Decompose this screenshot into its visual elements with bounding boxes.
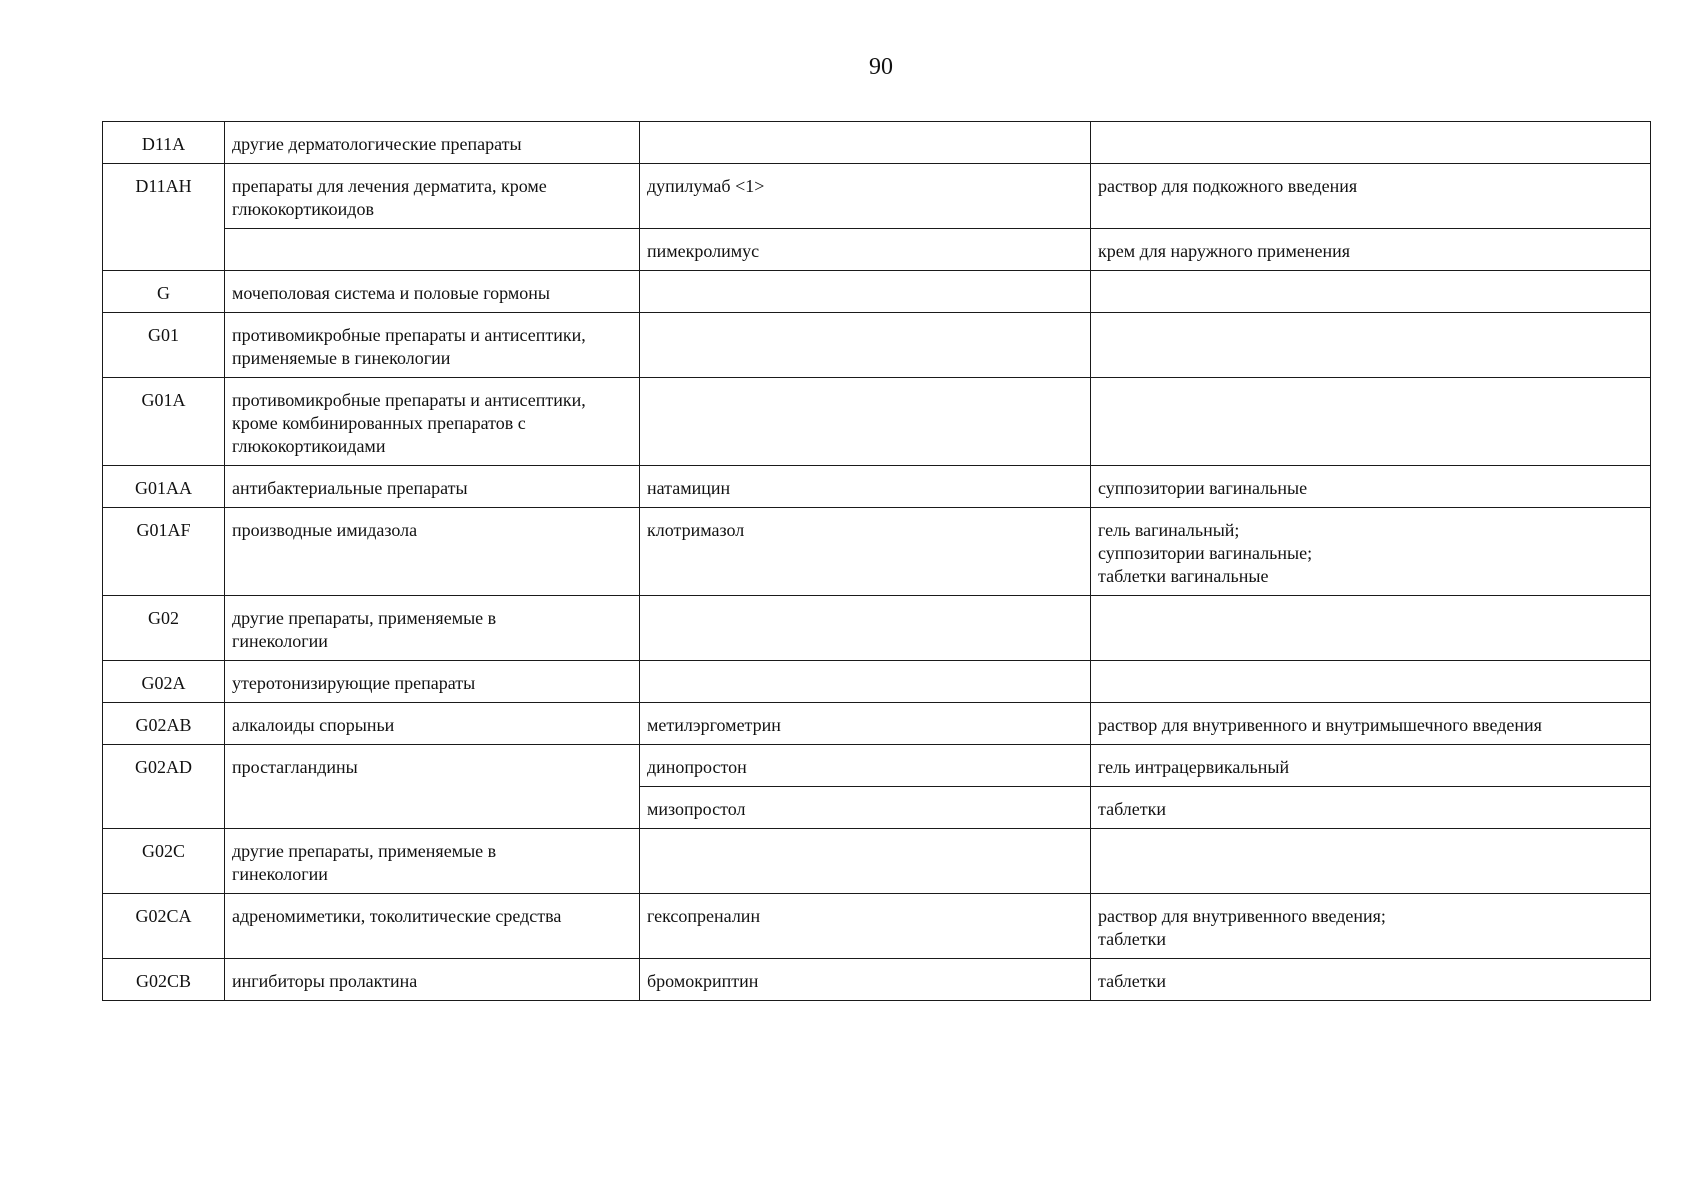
drug-name-cell (640, 596, 1091, 661)
table-row (103, 661, 1651, 703)
table-row (103, 229, 1651, 271)
atc-group-cell: простагландины (225, 745, 640, 829)
drug-name-cell: динопростон (640, 745, 1091, 787)
atc-code-cell: G02CA (103, 894, 225, 959)
atc-code-cell: G01 (103, 313, 225, 378)
drug-name-cell: бромокриптин (640, 959, 1091, 1001)
dosage-form-cell: раствор для внутривенного и внутримышечного введения (1091, 703, 1651, 745)
drug-name-cell (640, 378, 1091, 466)
dosage-form-cell: раствор для подкожного введения (1091, 164, 1651, 229)
drug-name-cell: гексопреналин (640, 894, 1091, 959)
drug-name-cell (640, 661, 1091, 703)
drug-name-cell (640, 829, 1091, 894)
atc-code-cell: G01A (103, 378, 225, 466)
atc-code-cell: G02CB (103, 959, 225, 1001)
dosage-form-cell: гель вагинальный; суппозитории вагинальные; таблетки вагинальные (1091, 508, 1651, 596)
atc-group-cell: утеротонизирующие препараты (225, 661, 640, 703)
drug-name-cell: пимекролимус (640, 229, 1091, 271)
atc-group-cell: антибактериальные препараты (225, 466, 640, 508)
table-row (103, 466, 1651, 508)
drug-name-cell (640, 313, 1091, 378)
dosage-form-cell: крем для наружного применения (1091, 229, 1651, 271)
table-row (103, 164, 1651, 229)
atc-code-cell: G02AB (103, 703, 225, 745)
table-row (103, 596, 1651, 661)
atc-group-cell: противомикробные препараты и антисептики, кроме комбинированных препаратов с глюкокортикоидами (225, 378, 640, 466)
page-number: 90 (869, 54, 893, 80)
table-row (103, 745, 1651, 787)
atc-group-cell: адреномиметики, токолитические средства (225, 894, 640, 959)
dosage-form-cell (1091, 829, 1651, 894)
atc-code-cell: D11A (103, 122, 225, 164)
drug-name-cell (640, 271, 1091, 313)
atc-group-cell: другие препараты, применяемые в гинекологии (225, 596, 640, 661)
table-row (103, 508, 1651, 596)
dosage-form-cell (1091, 122, 1651, 164)
table-row (103, 313, 1651, 378)
atc-code-cell: G02C (103, 829, 225, 894)
table-row (103, 271, 1651, 313)
table-row (103, 959, 1651, 1001)
atc-code-cell: G (103, 271, 225, 313)
dosage-form-cell: таблетки (1091, 787, 1651, 829)
atc-group-cell: алкалоиды спорыньи (225, 703, 640, 745)
atc-group-cell: противомикробные препараты и антисептики, применяемые в гинекологии (225, 313, 640, 378)
drug-name-cell: дупилумаб <1> (640, 164, 1091, 229)
atc-code-cell: G02A (103, 661, 225, 703)
drug-name-cell: метилэргометрин (640, 703, 1091, 745)
atc-group-cell: препараты для лечения дерматита, кроме глюкокортикоидов (225, 164, 640, 229)
dosage-form-cell (1091, 661, 1651, 703)
atc-group-cell: ингибиторы пролактина (225, 959, 640, 1001)
dosage-form-cell: таблетки (1091, 959, 1651, 1001)
drug-name-cell: натамицин (640, 466, 1091, 508)
table-row (103, 894, 1651, 959)
atc-code-cell: G02 (103, 596, 225, 661)
atc-group-cell: производные имидазола (225, 508, 640, 596)
drug-name-cell: клотримазол (640, 508, 1091, 596)
atc-group-cell: другие дерматологические препараты (225, 122, 640, 164)
atc-code-cell: G01AF (103, 508, 225, 596)
dosage-form-cell: гель интрацервикальный (1091, 745, 1651, 787)
dosage-form-cell (1091, 271, 1651, 313)
dosage-form-cell: суппозитории вагинальные (1091, 466, 1651, 508)
drug-name-cell: мизопростол (640, 787, 1091, 829)
atc-drug-table (102, 121, 1651, 1001)
atc-code-cell: G02AD (103, 745, 225, 829)
atc-group-cell: мочеполовая система и половые гормоны (225, 271, 640, 313)
atc-code-cell: G01AA (103, 466, 225, 508)
table-row (103, 378, 1651, 466)
dosage-form-cell (1091, 313, 1651, 378)
atc-code-cell: D11AH (103, 164, 225, 271)
dosage-form-cell (1091, 596, 1651, 661)
table-row (103, 829, 1651, 894)
drug-name-cell (640, 122, 1091, 164)
dosage-form-cell (1091, 378, 1651, 466)
table-row (103, 703, 1651, 745)
atc-group-cell: другие препараты, применяемые в гинекологии (225, 829, 640, 894)
table-row (103, 122, 1651, 164)
dosage-form-cell: раствор для внутривенного введения; таблетки (1091, 894, 1651, 959)
atc-group-cell (225, 229, 640, 271)
